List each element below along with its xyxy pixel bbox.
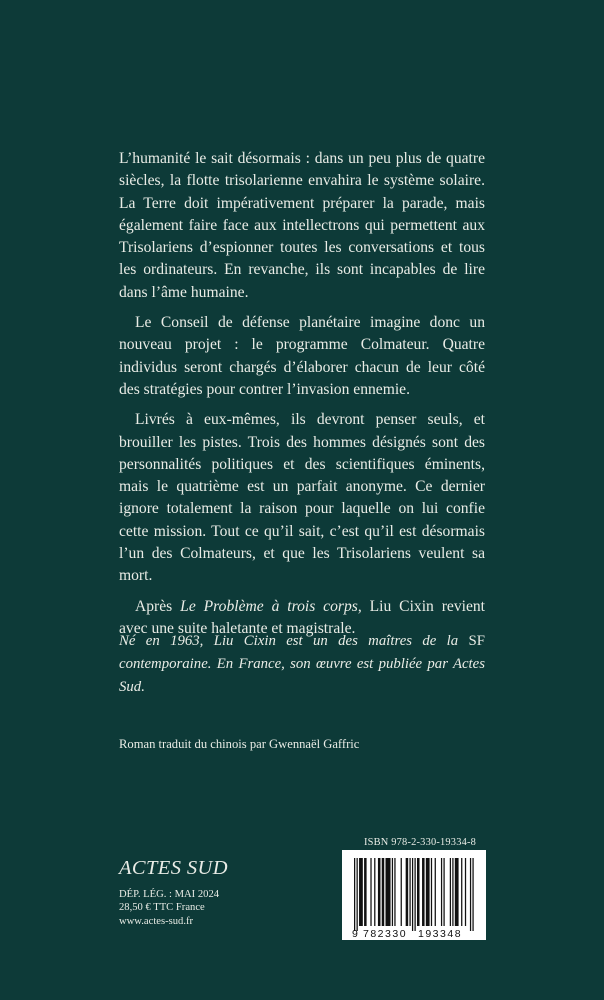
barcode-bar	[431, 858, 432, 926]
barcode-bar	[441, 858, 442, 926]
author-bio-part-1: Né en 1963, Liu Cixin est un des maîtres de la	[119, 633, 469, 649]
barcode-bar	[386, 858, 391, 926]
blurb-p4-suffix: , Liu Cixin revient avec une suite haletante et magistrale.	[119, 597, 486, 637]
barcode-first-digit: 9	[352, 928, 358, 940]
legal-deposit: DÉP. LÉG. : MAI 2024	[119, 889, 220, 900]
publisher-logo: ACTES SUD	[119, 857, 228, 879]
barcode-bar	[374, 858, 375, 926]
barcode-bar	[461, 858, 462, 926]
barcode-bar	[370, 858, 371, 926]
barcode-bar	[394, 858, 395, 926]
barcode-guard-bar	[472, 858, 473, 931]
barcode-guard-bar	[412, 858, 413, 931]
barcode-guard-bar	[414, 858, 415, 931]
barcode-bar	[435, 858, 436, 926]
barcode-bar	[364, 858, 367, 926]
barcode-graphic	[342, 850, 486, 940]
translator-credit: Roman traduit du chinois par Gwennaël Gaffric	[119, 737, 360, 751]
barcode-guard-bar	[470, 858, 471, 931]
blurb-paragraph-2: Le Conseil de défense planétaire imagine donc un nouveau projet : le programme Colmateur. Quatre individus seront chargés d’élaborer chacun de leur côté des stratégies pour contrer l’invasion ennemie.	[119, 314, 485, 398]
isbn-label: ISBN 978-2-330-19334-8	[364, 837, 477, 848]
barcode-bar	[465, 858, 466, 926]
barcode-bar	[401, 858, 402, 926]
barcode-bar	[443, 858, 444, 926]
back-cover-blurb	[119, 148, 485, 648]
barcode-bar	[378, 858, 381, 926]
barcode-bar	[417, 858, 420, 926]
barcode-bar	[392, 858, 393, 926]
author-bio-sf: SF	[468, 633, 485, 649]
barcode-bar	[409, 858, 410, 926]
barcode-bar	[455, 858, 459, 926]
author-bio	[119, 630, 485, 699]
barcode-bar	[359, 858, 363, 926]
barcode-digit-group-left: 782330	[363, 928, 408, 940]
isbn-barcode	[342, 850, 486, 940]
barcode-digit-group-right: 193348	[418, 928, 463, 940]
barcode-guard-bar	[357, 858, 358, 931]
publisher-website: www.actes-sud.fr	[119, 915, 194, 927]
legal-info	[119, 888, 219, 928]
barcode-bar	[422, 858, 425, 926]
blurb-p4-prefix: Après	[135, 597, 181, 615]
barcode-guard-bar	[354, 858, 355, 931]
barcode-bar	[426, 858, 430, 926]
barcode-bar	[382, 858, 385, 926]
price: 28,50 € TTC France	[119, 902, 205, 914]
blurb-paragraph-3: Livrés à eux-mêmes, ils devront penser seuls, et brouiller les pistes. Trois des hommes désignés sont des personnalités politiques et des scientifiques éminents, mais le quatrième est un parfait anonyme. Ce dernier ignore totalement la raison pour laquelle on lui confie cette mission. Tout ce qu’il sait, c’est qu’il est désormais l’un des Colmateurs, et que les Trisolariens veulent sa mort.	[119, 411, 485, 585]
author-bio-part-2: contemporaine. En France, son œuvre est publiée par Actes Sud.	[119, 656, 485, 695]
blurb-paragraph-1: L’humanité le sait désormais : dans un peu plus de quatre siècles, la flotte trisolarienne envahira le système solaire. La Terre doit impérativement préparer la parade, mais également faire face aux intellectrons qui permettent aux Trisolariens d’espionner toutes les conversations et tous les ordinateurs. En revanche, ils sont incapables de lire dans l’âme humaine.	[119, 150, 485, 301]
previous-book-title: Le Problème à trois corps	[180, 597, 358, 615]
barcode-bar	[452, 858, 453, 926]
barcode-bar	[406, 858, 409, 926]
barcode-bar	[450, 858, 451, 926]
